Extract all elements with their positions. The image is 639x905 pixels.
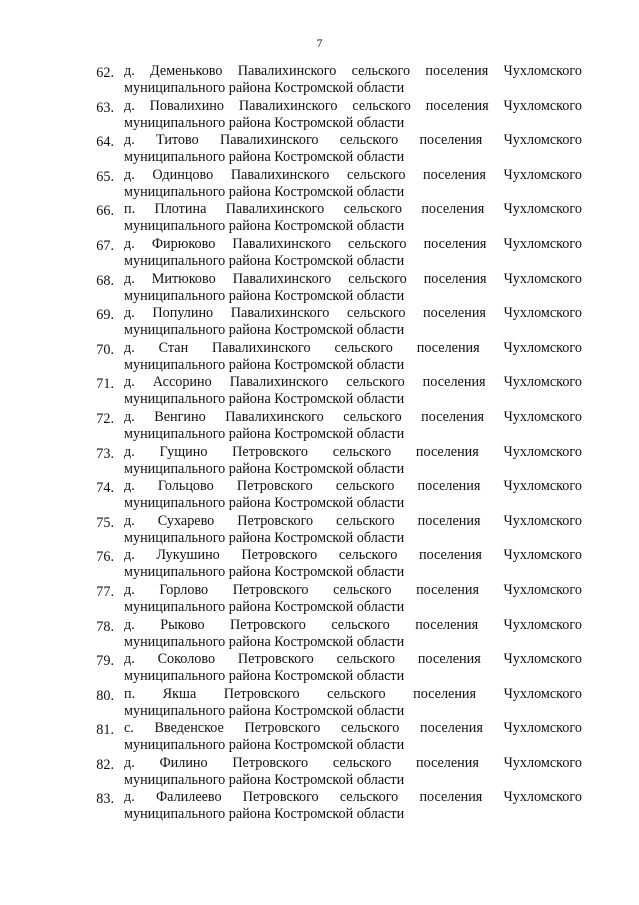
item-text-continuation: муниципального района Костромской области xyxy=(124,806,405,823)
item-text-continuation: муниципального района Костромской области xyxy=(124,668,405,685)
item-word: сельского xyxy=(336,512,395,529)
list-item xyxy=(0,271,639,306)
list-item xyxy=(0,789,639,824)
list-item xyxy=(0,582,639,617)
item-text-continuation: муниципального района Костромской области xyxy=(124,529,405,546)
list-item xyxy=(0,305,639,340)
item-word: поселения xyxy=(421,201,485,218)
item-text-continuation: муниципального района Костромской области xyxy=(124,391,405,408)
item-word: п. xyxy=(124,685,136,702)
item-text-line xyxy=(124,409,582,426)
item-word: Павалихинского xyxy=(230,305,330,322)
item-number: 73. xyxy=(96,445,114,462)
item-word: Фирюково xyxy=(151,235,216,252)
item-word: д. xyxy=(124,63,135,79)
item-word: сельского xyxy=(343,408,402,425)
item-word: Чухломского xyxy=(503,685,582,702)
item-word: поселения xyxy=(416,339,480,356)
item-text-continuation: муниципального района Костромской области xyxy=(124,702,405,719)
item-word: поселения xyxy=(415,754,479,771)
item-text-continuation: муниципального района Костромской области xyxy=(124,356,405,373)
item-number: 76. xyxy=(96,549,114,566)
item-word: сельского xyxy=(351,63,411,79)
item-word: сельского xyxy=(338,547,398,564)
item-text-continuation: муниципального района Костромской области xyxy=(124,633,405,650)
item-text-continuation: муниципального района Костромской области xyxy=(124,598,405,615)
item-word: Введенское xyxy=(154,720,224,737)
item-word: Петровского xyxy=(236,478,313,495)
item-word: поселения xyxy=(413,685,477,702)
item-word: Петровского xyxy=(232,581,309,598)
list-item xyxy=(0,478,639,513)
item-word: сельского xyxy=(336,651,396,668)
item-number: 78. xyxy=(96,618,114,635)
item-word: д. xyxy=(124,270,135,287)
item-word: поселения xyxy=(419,789,483,806)
item-word: Павалихинского xyxy=(237,63,337,79)
item-number: 79. xyxy=(96,653,114,670)
item-word: д. xyxy=(124,616,135,633)
item-text-continuation: муниципального района Костромской области xyxy=(124,771,405,788)
item-number: 75. xyxy=(96,514,114,531)
item-number: 67. xyxy=(96,237,114,254)
item-word: Петровского xyxy=(232,443,309,460)
item-text-line xyxy=(124,513,582,530)
item-word: сельского xyxy=(335,478,395,495)
item-word: Гущино xyxy=(159,443,208,460)
item-word: Павалихинского xyxy=(212,339,311,356)
item-word: д. xyxy=(124,443,135,460)
list-item xyxy=(0,686,639,721)
item-word: Чухломского xyxy=(503,166,582,183)
item-word: Петровского xyxy=(237,651,314,668)
item-word: Чухломского xyxy=(503,201,582,218)
item-text-line xyxy=(124,305,582,322)
item-word: сельского xyxy=(334,339,393,356)
item-text-line xyxy=(124,236,582,253)
item-word: Чухломского xyxy=(503,616,582,633)
item-word: Лукушино xyxy=(156,547,220,564)
item-word: поселения xyxy=(420,720,483,737)
list-item xyxy=(0,651,639,686)
item-word: Чухломского xyxy=(503,651,582,668)
item-text-continuation: муниципального района Костромской области xyxy=(124,218,405,235)
item-word: сельского xyxy=(346,305,406,322)
item-word: Павалихинского xyxy=(230,166,330,183)
item-word: Венгино xyxy=(154,408,206,425)
item-number: 72. xyxy=(96,410,114,427)
item-text-continuation: муниципального района Костромской области xyxy=(124,460,405,477)
item-word: д. xyxy=(124,166,135,183)
item-text-line xyxy=(124,478,582,495)
item-text-continuation: муниципального района Костромской области xyxy=(124,425,405,442)
item-word: Чухломского xyxy=(503,720,582,737)
item-number: 65. xyxy=(96,168,114,185)
item-number: 71. xyxy=(96,376,114,393)
item-word: д. xyxy=(124,305,135,322)
item-number: 62. xyxy=(96,65,114,81)
item-word: с. xyxy=(124,720,134,737)
item-word: поселения xyxy=(425,63,489,79)
item-text-continuation: муниципального района Костромской области xyxy=(124,183,405,200)
item-word: сельского xyxy=(352,97,411,114)
page-number: 7 xyxy=(316,36,323,50)
item-number: 82. xyxy=(96,756,114,773)
item-word: Титово xyxy=(156,132,199,149)
item-word: поселения xyxy=(423,166,486,183)
item-word: д. xyxy=(124,374,135,391)
item-word: Деменьково xyxy=(150,63,223,79)
item-word: сельского xyxy=(332,443,392,460)
item-word: Ассорино xyxy=(152,374,212,391)
item-word: сельского xyxy=(340,720,400,737)
list-item xyxy=(0,547,639,582)
item-text-line xyxy=(124,374,582,391)
item-word: Фалилеево xyxy=(155,789,222,806)
item-word: Популино xyxy=(152,305,214,322)
item-word: поселения xyxy=(423,235,487,252)
list-item xyxy=(0,720,639,755)
item-word: д. xyxy=(124,547,135,564)
item-word: Чухломского xyxy=(503,789,582,806)
list-item xyxy=(0,167,639,202)
item-word: д. xyxy=(124,339,135,356)
item-word: Павалихинского xyxy=(232,235,331,252)
item-text-continuation: муниципального района Костромской области xyxy=(124,322,405,339)
item-text-line xyxy=(124,789,582,806)
item-text-line xyxy=(124,98,582,115)
list-item xyxy=(0,236,639,271)
item-word: Петровского xyxy=(230,616,306,633)
item-text-continuation: муниципального района Костромской области xyxy=(124,737,405,754)
list-item xyxy=(0,98,639,133)
item-word: сельского xyxy=(343,201,403,218)
item-word: д. xyxy=(124,478,135,495)
item-word: Повалихино xyxy=(149,97,224,114)
item-word: Чухломского xyxy=(503,132,582,149)
item-word: Чухломского xyxy=(503,443,582,460)
list-item xyxy=(0,444,639,479)
item-word: сельского xyxy=(331,616,390,633)
item-word: Горлово xyxy=(159,581,209,598)
item-word: Чухломского xyxy=(503,478,582,495)
item-word: Петровского xyxy=(237,512,314,529)
list-item xyxy=(0,132,639,167)
item-word: Сухарево xyxy=(157,512,215,529)
item-word: Чухломского xyxy=(503,97,582,114)
item-word: Павалихинского xyxy=(232,270,332,287)
item-number: 69. xyxy=(96,307,114,324)
item-text-continuation: муниципального района Костромской области xyxy=(124,564,405,581)
item-text-continuation: муниципального района Костромской области xyxy=(124,149,405,166)
item-word: Чухломского xyxy=(503,374,582,391)
item-word: д. xyxy=(124,512,135,529)
item-text-line xyxy=(124,720,582,737)
item-word: поселения xyxy=(417,512,481,529)
item-number: 70. xyxy=(96,341,114,358)
item-text-continuation: муниципального района Костромской области xyxy=(124,287,405,304)
item-word: поселения xyxy=(416,581,479,598)
item-text-line xyxy=(124,201,582,218)
item-word: Чухломского xyxy=(503,270,582,287)
item-number: 66. xyxy=(96,203,114,220)
item-number: 77. xyxy=(96,583,114,600)
item-word: д. xyxy=(124,581,135,598)
item-word: сельского xyxy=(346,166,406,183)
item-word: Петровского xyxy=(241,547,318,564)
item-text-line xyxy=(124,444,582,461)
item-word: Петровского xyxy=(244,720,321,737)
item-word: поселения xyxy=(419,132,483,149)
item-word: д. xyxy=(124,754,135,771)
item-word: поселения xyxy=(417,651,481,668)
item-text-line xyxy=(124,132,582,149)
item-number: 80. xyxy=(96,687,114,704)
list-item xyxy=(0,340,639,375)
item-word: Чухломского xyxy=(503,512,582,529)
item-word: поселения xyxy=(423,305,486,322)
item-word: Чухломского xyxy=(503,547,582,564)
list-item xyxy=(0,617,639,652)
item-word: сельского xyxy=(333,581,392,598)
item-word: поселения xyxy=(415,616,479,633)
item-number: 74. xyxy=(96,480,114,497)
item-word: Чухломского xyxy=(503,754,582,771)
item-text-line xyxy=(124,63,582,80)
item-word: Чухломского xyxy=(503,305,582,322)
list-item xyxy=(0,513,639,548)
item-word: поселения xyxy=(418,547,482,564)
item-text-line xyxy=(124,582,582,599)
item-word: сельского xyxy=(348,270,407,287)
item-word: Филино xyxy=(159,754,208,771)
item-word: поселения xyxy=(415,443,479,460)
item-word: Плотина xyxy=(154,201,207,218)
item-word: Соколово xyxy=(157,651,216,668)
item-word: сельского xyxy=(327,685,386,702)
list-item xyxy=(0,201,639,236)
list-item xyxy=(0,63,639,98)
item-word: поселения xyxy=(425,97,489,114)
item-number: 63. xyxy=(96,99,114,116)
item-word: сельского xyxy=(339,132,399,149)
item-word: поселения xyxy=(423,270,487,287)
item-word: Павалихинского xyxy=(219,132,319,149)
item-text-continuation: муниципального района Костромской области xyxy=(124,495,405,512)
item-word: Петровского xyxy=(242,789,319,806)
item-word: Павалихинского xyxy=(225,408,324,425)
list-item xyxy=(0,755,639,790)
item-word: д. xyxy=(124,132,135,149)
settlement-list xyxy=(0,63,639,824)
item-word: сельского xyxy=(346,374,405,391)
item-word: д. xyxy=(124,789,135,806)
item-text-continuation: муниципального района Костромской области xyxy=(124,252,405,269)
item-word: сельского xyxy=(348,235,407,252)
item-number: 83. xyxy=(96,791,114,808)
item-word: Павалихинского xyxy=(238,97,338,114)
item-word: Якша xyxy=(162,685,197,702)
item-word: поселения xyxy=(422,374,486,391)
item-word: д. xyxy=(124,408,135,425)
item-word: Павалихинского xyxy=(229,374,329,391)
item-word: д. xyxy=(124,651,135,668)
item-word: Рыково xyxy=(160,616,205,633)
item-word: Одинцово xyxy=(152,166,214,183)
item-word: Стан xyxy=(158,339,189,356)
item-word: поселения xyxy=(421,408,485,425)
item-text-line xyxy=(124,547,582,564)
item-text-line xyxy=(124,167,582,184)
item-word: сельского xyxy=(332,754,392,771)
item-word: Чухломского xyxy=(503,339,582,356)
item-text-line xyxy=(124,340,582,357)
item-word: п. xyxy=(124,201,136,218)
item-text-line xyxy=(124,651,582,668)
item-text-line xyxy=(124,617,582,634)
item-word: сельского xyxy=(339,789,399,806)
item-word: Чухломского xyxy=(503,235,582,252)
item-text-line xyxy=(124,755,582,772)
item-number: 81. xyxy=(96,722,114,739)
item-word: д. xyxy=(124,235,135,252)
item-word: поселения xyxy=(417,478,481,495)
item-text-continuation: муниципального района Костромской области xyxy=(124,80,405,96)
item-number: 64. xyxy=(96,134,114,151)
item-word: Чухломского xyxy=(503,581,582,598)
item-text-line xyxy=(124,686,582,703)
item-text-line xyxy=(124,271,582,288)
item-word: д. xyxy=(124,97,135,114)
list-item xyxy=(0,374,639,409)
item-word: Павалихинского xyxy=(225,201,325,218)
item-number: 68. xyxy=(96,272,114,289)
item-word: Митюково xyxy=(151,270,216,287)
item-word: Петровского xyxy=(223,685,300,702)
list-item xyxy=(0,409,639,444)
item-text-continuation: муниципального района Костромской области xyxy=(124,114,405,131)
item-word: Чухломского xyxy=(503,408,582,425)
item-word: Петровского xyxy=(232,754,309,771)
item-word: Чухломского xyxy=(503,63,582,79)
item-word: Гольцово xyxy=(157,478,214,495)
